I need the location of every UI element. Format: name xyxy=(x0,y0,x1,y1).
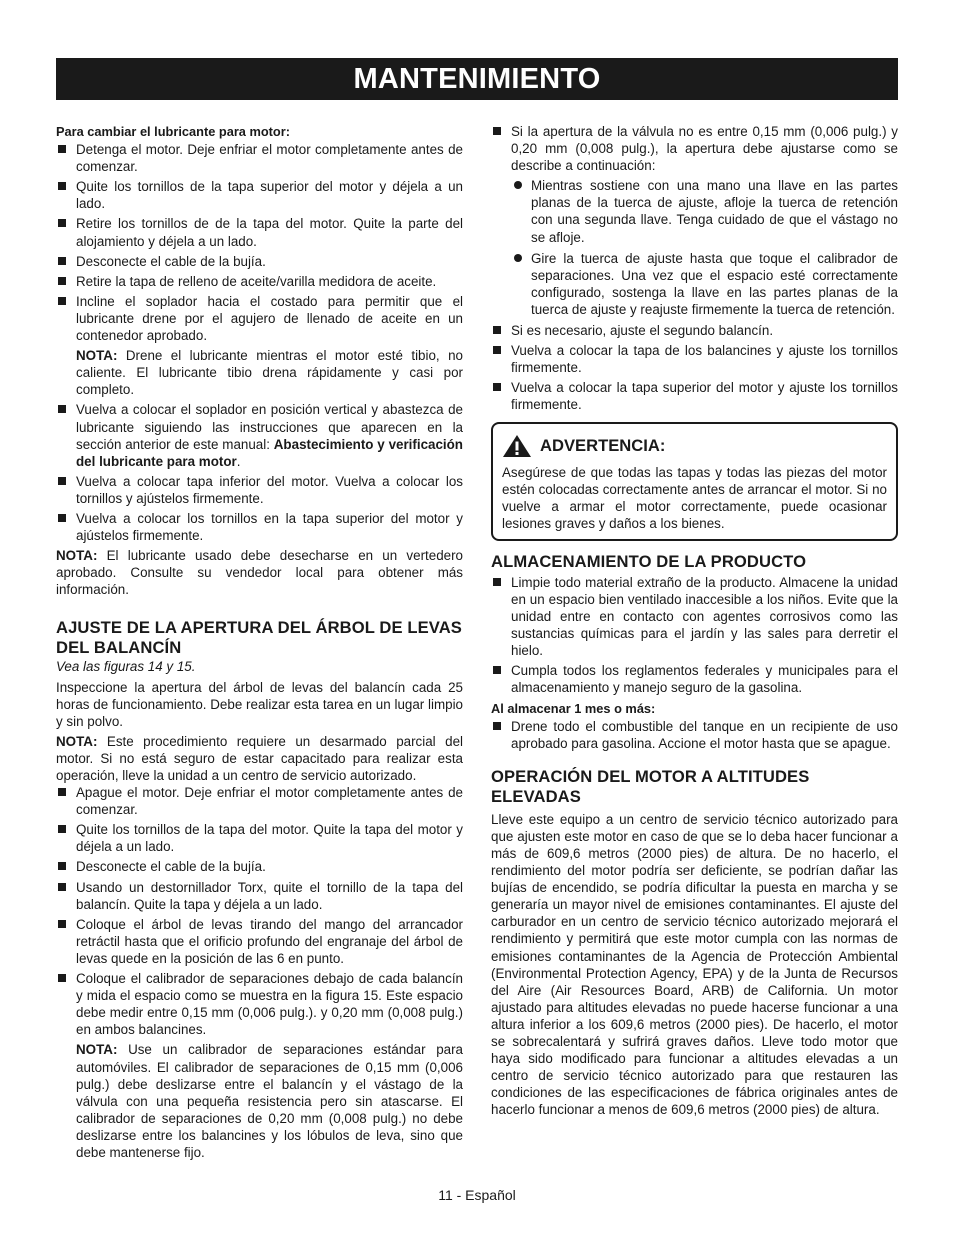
note-text: Este procedimiento requiere un desarmado parcial del motor. Si no está seguro de estar capacitado para realizar esta operación, lleve la unidad a un centro de servicio autorizado. xyxy=(56,733,463,783)
list-item: Usando un destornillador Torx, quite el tornillo de la tapa del balancín. Quite la tapa y déjela a un lado. xyxy=(56,879,463,913)
oil-change-heading: Para cambiar el lubricante para motor: xyxy=(56,124,290,139)
list-item xyxy=(56,401,463,469)
section-reference: Abastecimiento y verificación del lubricante para motor xyxy=(76,436,463,469)
page-title: MANTENIMIENTO xyxy=(56,58,898,100)
valve-steps xyxy=(56,784,463,1161)
note-label: NOTA: xyxy=(76,1042,118,1058)
section-heading: ALMACENAMIENTO DE LA PRODUCTO xyxy=(491,551,807,571)
note-label: NOTA: xyxy=(56,733,98,749)
note-label: NOTA: xyxy=(76,348,118,364)
warning-header xyxy=(502,434,887,458)
list-item: Limpie todo material extraño de la producto. Almacene la unidad en un espacio bien ventilado inaccesible a los niños. Evite que la unidad entre en contacto con agentes corrosivos como las sustancias químicas para el jardín y las sales para derretir el hielo. xyxy=(491,574,898,659)
list-item: Quite los tornillos de la tapa del motor. Quite la tapa del motor y déjela a un lado. xyxy=(56,821,463,855)
list-item: Vuelva a colocar los tornillos en la tapa superior del motor y ajústelos firmemente. xyxy=(56,510,463,544)
storage-steps xyxy=(491,574,898,697)
list-item: Retire la tapa de relleno de aceite/varilla medidora de aceite. xyxy=(56,273,463,290)
list-item: Vuelva a colocar la tapa de los balancines y ajuste los tornillos firmemente. xyxy=(491,342,898,376)
note-text: El lubricante usado debe desecharse en un vertedero aprobado. Consulte su vendedor local para obtener más información. xyxy=(56,548,463,598)
list-item-text: Coloque el calibrador de separaciones debajo de cada balancín y mida el espacio como se muestra en la figura 15. Este espacio debe medir entre 0,15 mm (0,006 pulg.). y 0,20 mm (0,008 pulg.) en ambos balancines. xyxy=(76,971,463,1038)
list-item: Vuelva a colocar tapa inferior del motor. Vuelva a colocar los tornillos y ajústelos firmemente. xyxy=(56,473,463,507)
sub-steps xyxy=(511,177,898,318)
disposal-note xyxy=(56,547,463,598)
warning-title: ADVERTENCIA: xyxy=(540,435,666,455)
list-item xyxy=(56,293,463,399)
sub-list-item: Mientras sostiene con una mano una llave en las partes planas de la tuerca de ajuste, afloje la tuerca de retención con una segunda llave. Tenga cuidado de que el vástago no se afloje. xyxy=(511,177,898,245)
inline-note xyxy=(76,347,463,398)
altitude-paragraph: Lleve este equipo a un centro de servicio técnico autorizado para que ajusten este motor en caso de que se lo deba hacer funcionar a más de 609,6 metros (2000 pies) de altura. De no hacerlo, el rendimiento del motor podría ser deficiente, se podrían dañar las bujías de encendido, se podría dificultar la puesta en marcha y se generaría un mayor nivel de emisiones contaminantes. El ajuste del carburador en un centro de servicio técnico autorizado mejorará el rendimiento y permitirá que este motor cumpla con las normas de emisiones contaminantes de la Agencia de Protección Ambiental (Environmental Protection Agency, EPA) y de la Junta de Recursos del Aire (Air Resources Board, ARB) de California. Un motor ajustado para altitudes elevadas no puede hacerse funcionar a una altura inferior a los 609,6 metros (2000 pies). De hacerlo, el motor se sobrecalentará y sufrirá graves daños. Lleve todo motor que haya sido modificado para funcionar a altitudes elevadas a un centro de servicio técnico autorizado para que restauren las condiciones de las especificaciones de fábrica originales antes de hacerlo funcionar a menos de 609,6 metros (2000 pies) de altura. xyxy=(491,811,898,1118)
note-paragraph xyxy=(56,733,463,784)
inline-note xyxy=(76,1041,463,1161)
figure-reference: Vea las figuras 14 y 15. xyxy=(56,659,196,675)
left-column xyxy=(56,123,463,1164)
valve-steps-continued xyxy=(491,123,898,414)
right-column xyxy=(491,123,898,1119)
list-item-text: Vuelva a colocar el soplador en posición vertical y abastezca de lubricante siguiendo las instrucciones que aparecen en la sección anterior de este manual: xyxy=(76,402,463,452)
list-item: Desconecte el cable de la bujía. xyxy=(56,253,463,270)
sub-list-item: Gire la tuerca de ajuste hasta que toque el calibrador de separaciones. Una vez que el espacio esté correctamente configurado, sostenga la llave en las partes planas de la tuerca de ajuste y reajuste firmemente la tuerca de retención. xyxy=(511,250,898,318)
list-item: Apague el motor. Deje enfriar el motor completamente antes de comenzar. xyxy=(56,784,463,818)
list-item: Drene todo el combustible del tanque en un recipiente de uso aprobado para gasolina. Accione el motor hasta que se apague. xyxy=(491,718,898,752)
list-item: Detenga el motor. Deje enfriar el motor completamente antes de comenzar. xyxy=(56,141,463,175)
section-heading: AJUSTE DE LA APERTURA DEL ÁRBOL DE LEVAS DEL BALANCÍN xyxy=(56,618,462,658)
intro-paragraph: Inspeccione la apertura del árbol de levas del balancín cada 25 horas de funcionamiento. Debe realizar esta tarea en un lugar limpio y sin polvo. xyxy=(56,679,463,729)
oil-change-steps xyxy=(56,141,463,544)
warning-text: Asegúrese de que todas las tapas y todas las piezas del motor estén colocadas correctamente antes de arrancar el motor. Si no vuelve a armar el motor correctamente, puede ocasionar lesiones graves y daños a los bienes. xyxy=(502,464,887,531)
list-item-text: Incline el soplador hacia el costado para permitir que el lubricante drene por el agujero de llenado de aceite en un contenedor aprobado. xyxy=(76,293,463,344)
list-item: Quite los tornillos de la tapa superior del motor y déjela a un lado. xyxy=(56,178,463,212)
list-item: Desconecte el cable de la bujía. xyxy=(56,858,463,875)
page-number: 11 - Español xyxy=(438,1187,516,1203)
storage-steps-long-term xyxy=(491,718,898,752)
note-label: NOTA: xyxy=(56,548,98,564)
list-item: Coloque el árbol de levas tirando del mango del arrancador retráctil hasta que el orificio profundo del engranaje del árbol de levas quede en la posición de las 6 en punto. xyxy=(56,916,463,967)
warning-triangle-icon xyxy=(502,434,532,458)
note-text: Use un calibrador de separaciones estándar para automóviles. El calibrador de separaciones de 0,15 mm (0,006 pulg.) debe deslizarse entre el balancín y el vástago de la válvula con una pequeña resistencia pero sin atascarse. El calibrador de separaciones de 0,20 mm (0,008 pulg.) no debe deslizarse entre los balancines y los lóbulos de leva, sino que debe mantenerse fijo. xyxy=(76,1042,463,1160)
list-item-text: . xyxy=(236,453,241,469)
list-item xyxy=(491,123,898,318)
list-item xyxy=(56,970,463,1161)
list-item: Retire los tornillos de de la tapa del motor. Quite la parte del alojamiento y déjela a un lado. xyxy=(56,215,463,249)
list-item-text: Si la apertura de la válvula no es entre 0,15 mm (0,006 pulg.) y 0,20 mm (0,008 pulg.), la apertura debe ajustarse como se describe a continuación: xyxy=(511,124,898,174)
storage-subheading: Al almacenar 1 mes o más: xyxy=(491,700,656,716)
warning-box xyxy=(491,422,898,541)
list-item: Si es necesario, ajuste el segundo balancín. xyxy=(491,322,898,339)
list-item: Vuelva a colocar la tapa superior del motor y ajuste los tornillos firmemente. xyxy=(491,379,898,413)
note-text: Drene el lubricante mientras el motor esté tibio, no caliente. El lubricante tibio drena rápidamente y casi por completo. xyxy=(76,348,463,398)
section-heading: OPERACIÓN DEL MOTOR A ALTITUDES ELEVADAS xyxy=(491,766,810,806)
list-item: Cumpla todos los reglamentos federales y municipales para el almacenamiento y manejo seguro de la gasolina. xyxy=(491,662,898,696)
